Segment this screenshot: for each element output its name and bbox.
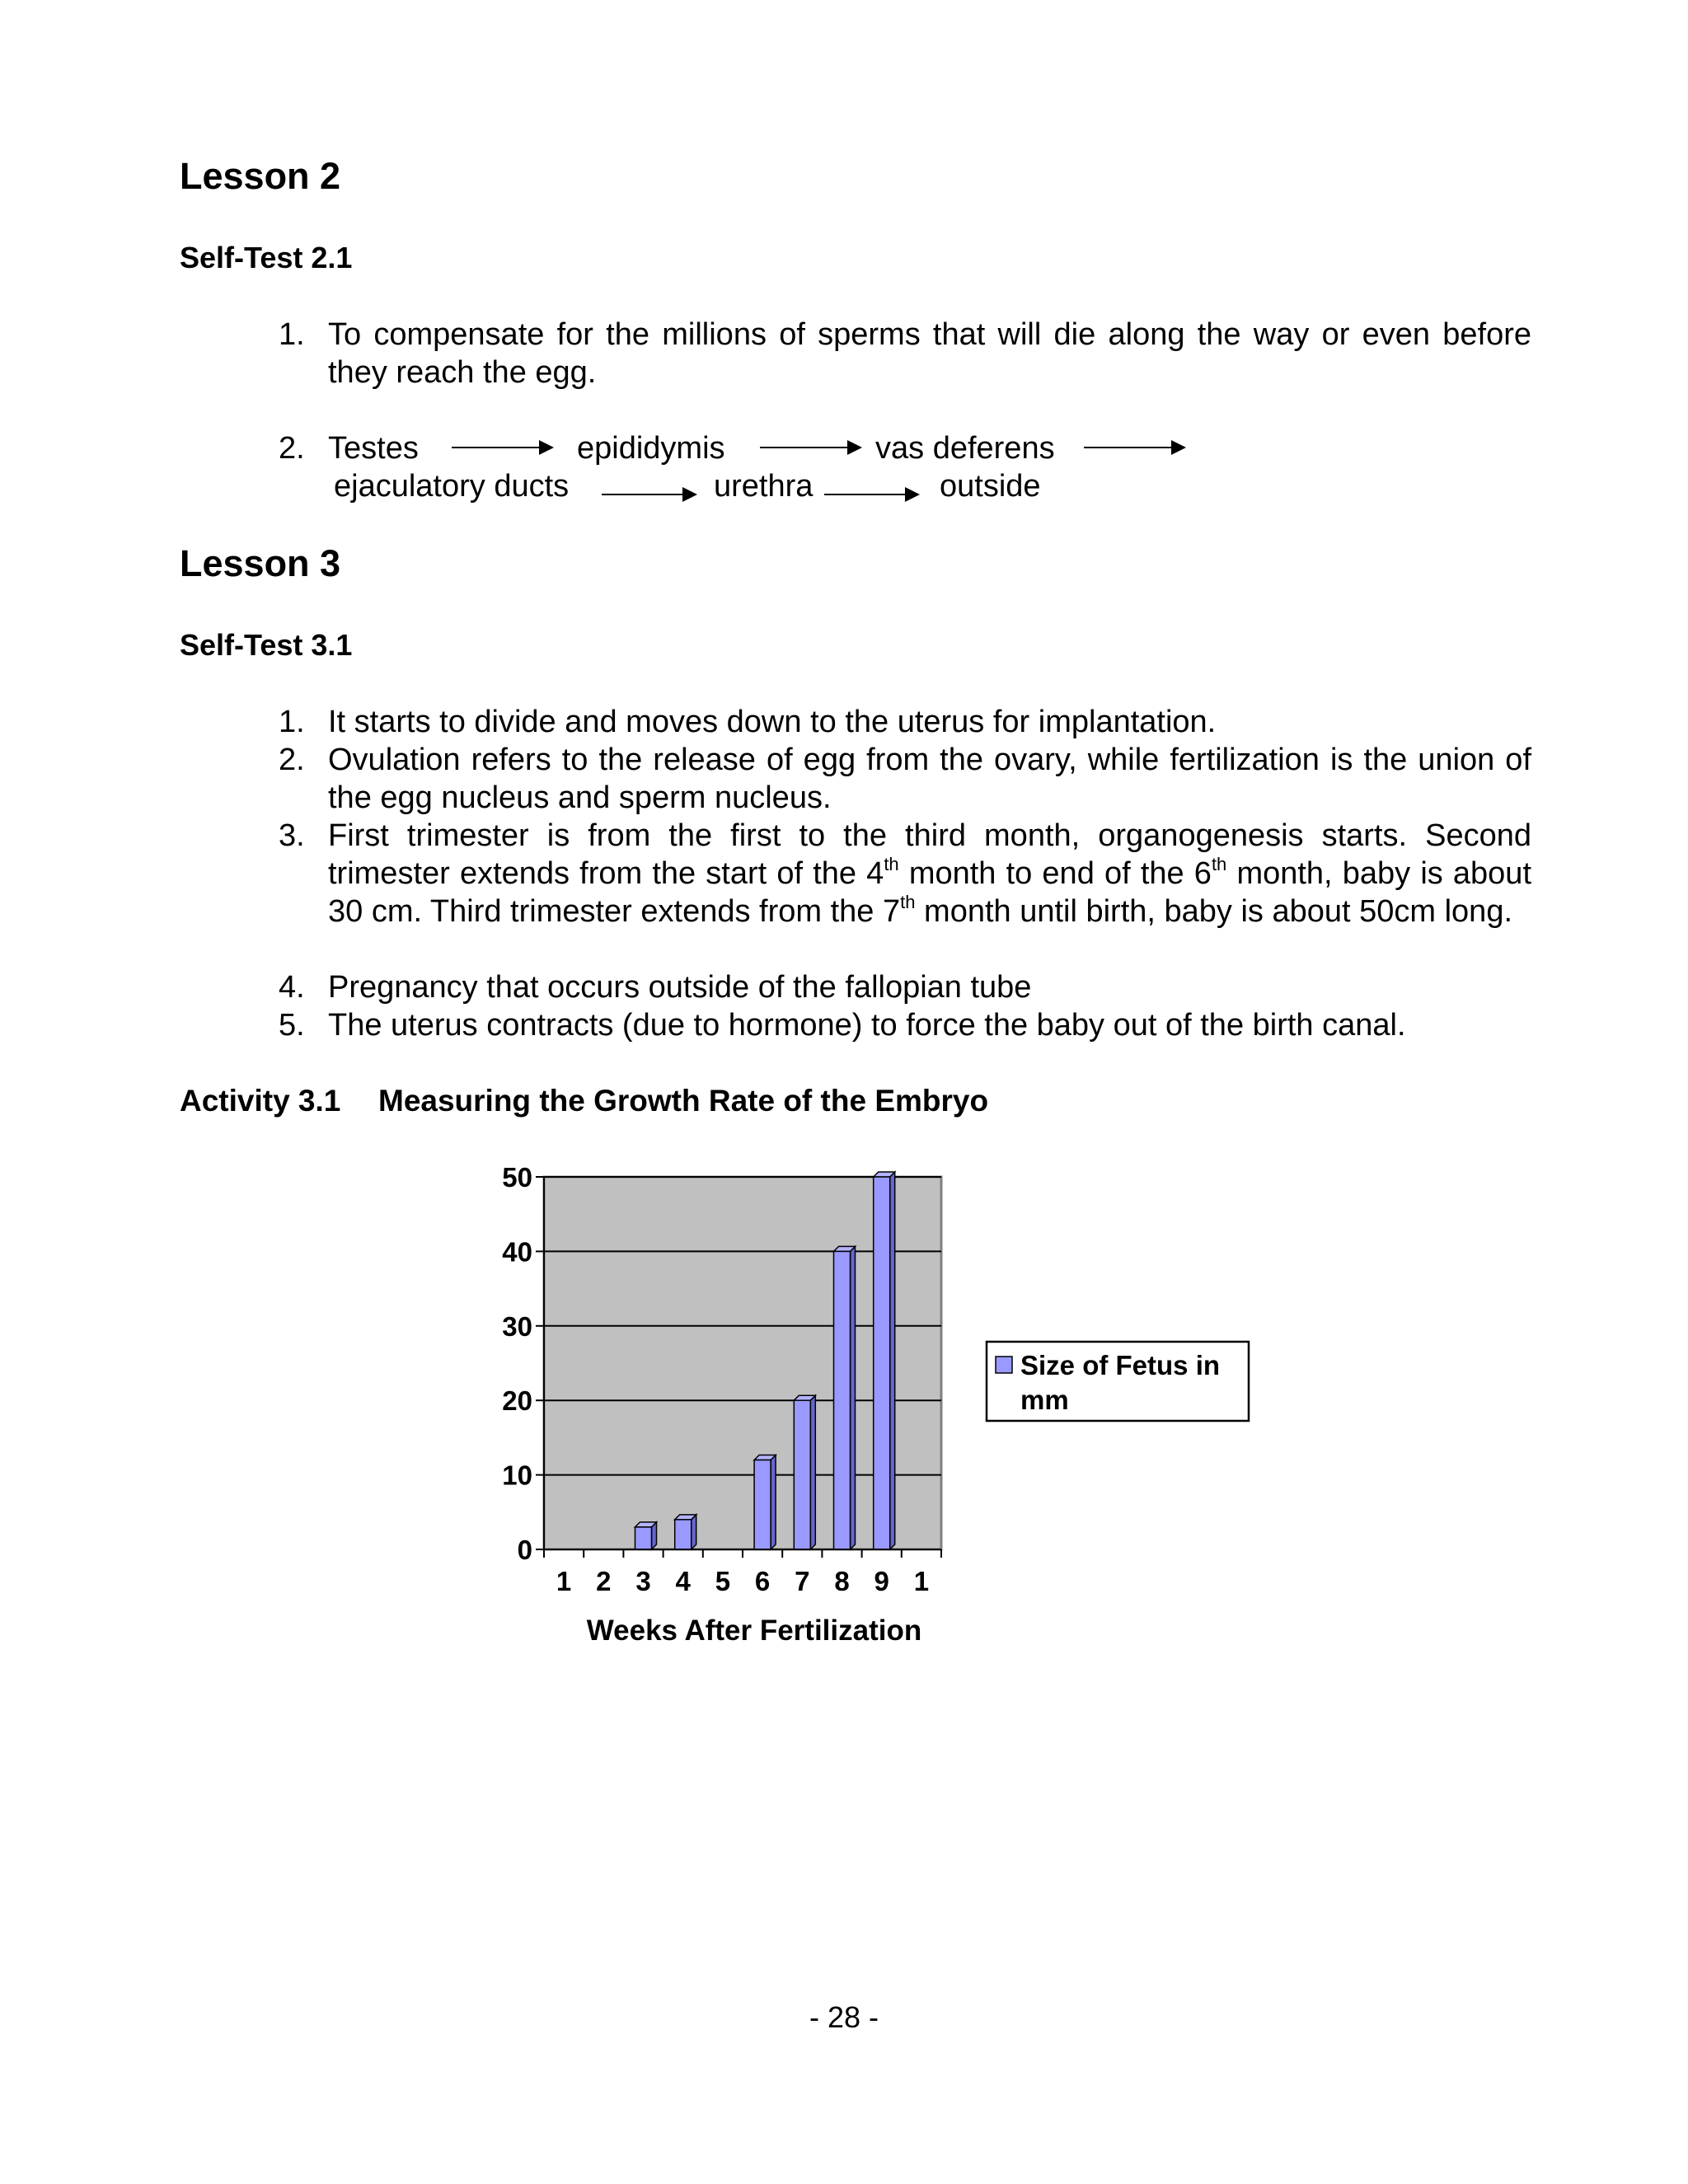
chart-y-tick-label: 10	[502, 1460, 532, 1491]
chart-bar	[635, 1522, 657, 1549]
chart-bar	[874, 1172, 895, 1549]
l3-item-3-number: 3.	[279, 818, 305, 853]
chart-bar	[675, 1515, 696, 1549]
chart-bar-front	[834, 1251, 851, 1549]
chart-y-tick-label: 0	[517, 1535, 532, 1565]
chart-x-tick-label: 2	[596, 1566, 612, 1596]
l3-item-1-number: 1.	[279, 705, 305, 739]
flow-arrow-4	[602, 494, 694, 495]
l3-item-3-sup-3: th	[900, 892, 916, 912]
l3-item-5-number: 5.	[279, 1008, 305, 1043]
chart-bar-front	[874, 1177, 890, 1549]
chart-bar-front	[635, 1527, 652, 1549]
chart-y-tick-label: 20	[502, 1385, 532, 1417]
q1-number: 1.	[279, 317, 305, 352]
l3-item-3-sup-1: th	[884, 854, 899, 874]
chart-bar-front	[754, 1460, 771, 1549]
chart-x-tick-label: 1	[556, 1566, 572, 1596]
l3-item-3-text	[328, 817, 1531, 930]
l3-item-5-text: The uterus contracts (due to hormone) to force the baby out of the birth canal.	[328, 1008, 1406, 1043]
l3-item-4-text: Pregnancy that occurs outside of the fallopian tube	[328, 970, 1032, 1005]
l3-item-4-number: 4.	[279, 970, 305, 1005]
l3-item-3-part-c: month, baby is about 30 cm. Third trimester extends from the 7	[328, 856, 1532, 929]
l3-item-3-sup-2: th	[1211, 854, 1227, 874]
chart-bar	[754, 1455, 776, 1549]
chart-y-tick-label: 50	[502, 1162, 532, 1193]
page-number: - 28 -	[809, 2000, 879, 2034]
chart-x-axis	[544, 1549, 941, 1596]
chart-x-tick-label: 3	[635, 1566, 651, 1596]
flow-urethra: urethra	[714, 469, 814, 504]
chart-x-axis-label: Weeks After Fertilization	[586, 1615, 922, 1647]
flow-vas-deferens: vas deferens	[875, 431, 1055, 466]
chart-x-tick-label: 7	[795, 1566, 810, 1596]
activity-label: Activity 3.1	[180, 1084, 341, 1118]
lesson-2-heading: Lesson 2	[180, 155, 341, 197]
chart-bar-front	[794, 1400, 810, 1549]
flow-arrow-2	[760, 447, 859, 448]
chart-x-tick-label: 8	[834, 1566, 850, 1596]
chart-x-tick-label: 1	[913, 1566, 930, 1596]
flow-ejaculatory-ducts: ejaculatory ducts	[334, 469, 570, 504]
chart-bar-side	[692, 1515, 696, 1549]
chart-bar-front	[675, 1520, 692, 1549]
lesson-3-heading: Lesson 3	[180, 542, 341, 584]
l3-item-3-part-a: First trimester is from the first to the third month, organogenesis starts. Second trimester extends from the start of the 4	[328, 818, 1531, 891]
chart-y-axis	[502, 1162, 544, 1565]
chart-y-tick-label: 40	[502, 1236, 532, 1268]
fetus-growth-chart	[462, 1154, 1286, 1665]
chart-legend	[987, 1342, 1249, 1421]
flow-epididymis: epididymis	[577, 431, 725, 466]
chart-bar	[794, 1395, 815, 1549]
flow-arrow-1	[452, 447, 551, 448]
l3-item-1-text: It starts to divide and moves down to the uterus for implantation.	[328, 705, 1217, 739]
self-test-2-1-heading: Self-Test 2.1	[180, 241, 353, 274]
chart-legend-label-line-1: Size of Fetus in	[1020, 1350, 1221, 1380]
chart-x-tick-label: 6	[754, 1566, 771, 1596]
flow-outside: outside	[940, 469, 1041, 504]
chart-y-tick-label: 30	[502, 1310, 532, 1342]
chart-bar-side	[851, 1246, 856, 1549]
chart-bar	[834, 1246, 856, 1549]
chart-bar-side	[771, 1455, 776, 1549]
chart-legend-label-line-2: mm	[1020, 1385, 1069, 1415]
l3-item-2-text: Ovulation refers to the release of egg from the ovary, while fertilization is the union of the egg nucleus and sperm nucleus.	[328, 743, 1531, 815]
flow-arrow-3	[1084, 447, 1183, 448]
l3-item-3-part-d: month until birth, baby is about 50cm long.	[915, 894, 1513, 929]
chart-bar-side	[810, 1395, 815, 1549]
q2-number: 2.	[279, 431, 305, 466]
chart-x-tick-label: 5	[715, 1566, 731, 1596]
chart-bar-side	[890, 1172, 895, 1549]
chart-x-tick-label: 4	[675, 1566, 691, 1596]
chart-legend-swatch	[996, 1357, 1012, 1373]
l3-item-2-number: 2.	[279, 743, 305, 777]
q1-answer: To compensate for the millions of sperms that will die along the way or even before they reach the egg.	[328, 317, 1531, 390]
l3-item-3-part-b: month to end of the 6	[898, 856, 1212, 891]
chart-x-tick-label: 9	[874, 1566, 889, 1596]
flow-arrow-5	[824, 494, 917, 495]
activity-title: Measuring the Growth Rate of the Embryo	[378, 1084, 989, 1118]
flow-testes: Testes	[328, 431, 419, 466]
self-test-3-1-heading: Self-Test 3.1	[180, 628, 353, 662]
